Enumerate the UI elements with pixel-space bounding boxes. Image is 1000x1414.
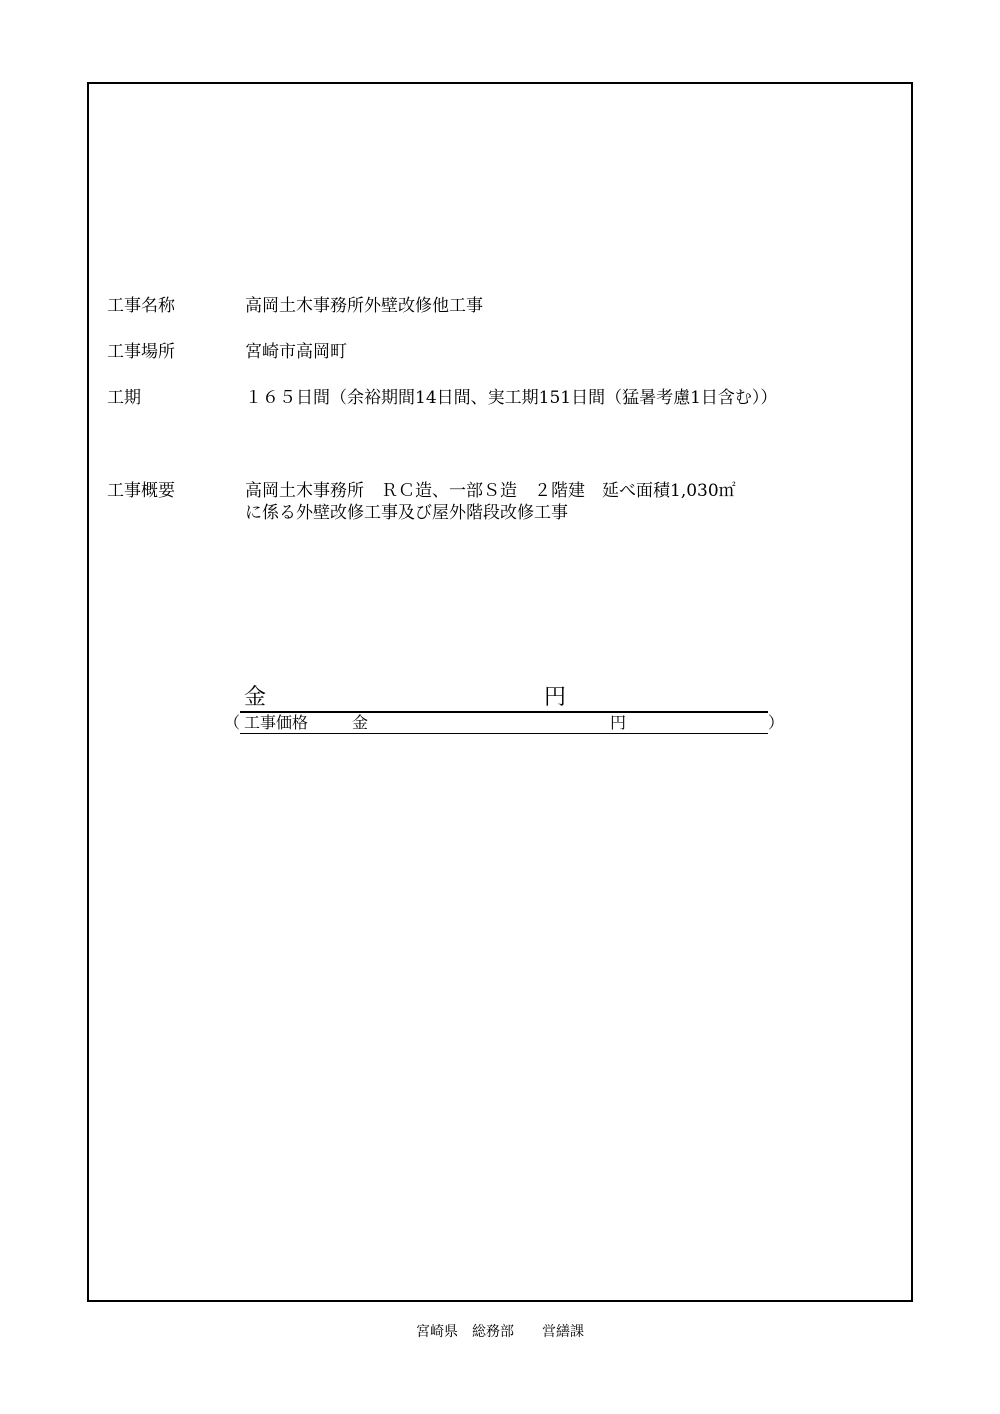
construction-summary-line1: 高岡土木事務所 ＲＣ造、一部Ｓ造 ２階建 延べ面積1,030㎡ (245, 481, 736, 501)
construction-location-label: 工事場所 (107, 342, 175, 362)
issuer-footer: 宮崎県 総務部 営繕課 (416, 1324, 584, 1340)
construction-location-value: 宮崎市高岡町 (245, 342, 347, 362)
construction-period-label: 工期 (107, 388, 141, 408)
amount-kin-label: 金 (244, 685, 267, 710)
construction-price-line (240, 713, 768, 734)
price-open-paren: （ (224, 713, 241, 732)
construction-period-value: １６５日間（余裕期間14日間、実工期151日間（猛暑考慮1日含む）） (245, 388, 778, 408)
construction-name-label: 工事名称 (107, 296, 175, 316)
construction-price-label: 工事価格 (244, 713, 309, 732)
amount-yen-label: 円 (544, 685, 567, 710)
construction-price-yen: 円 (610, 713, 627, 732)
amount-line (240, 685, 768, 713)
construction-price-kin: 金 (352, 713, 369, 732)
construction-summary-line2: に係る外壁改修工事及び屋外階段改修工事 (245, 503, 568, 523)
construction-name-value: 高岡土木事務所外壁改修他工事 (245, 296, 483, 316)
construction-summary-label: 工事概要 (107, 481, 175, 501)
price-close-paren: ） (768, 713, 785, 732)
